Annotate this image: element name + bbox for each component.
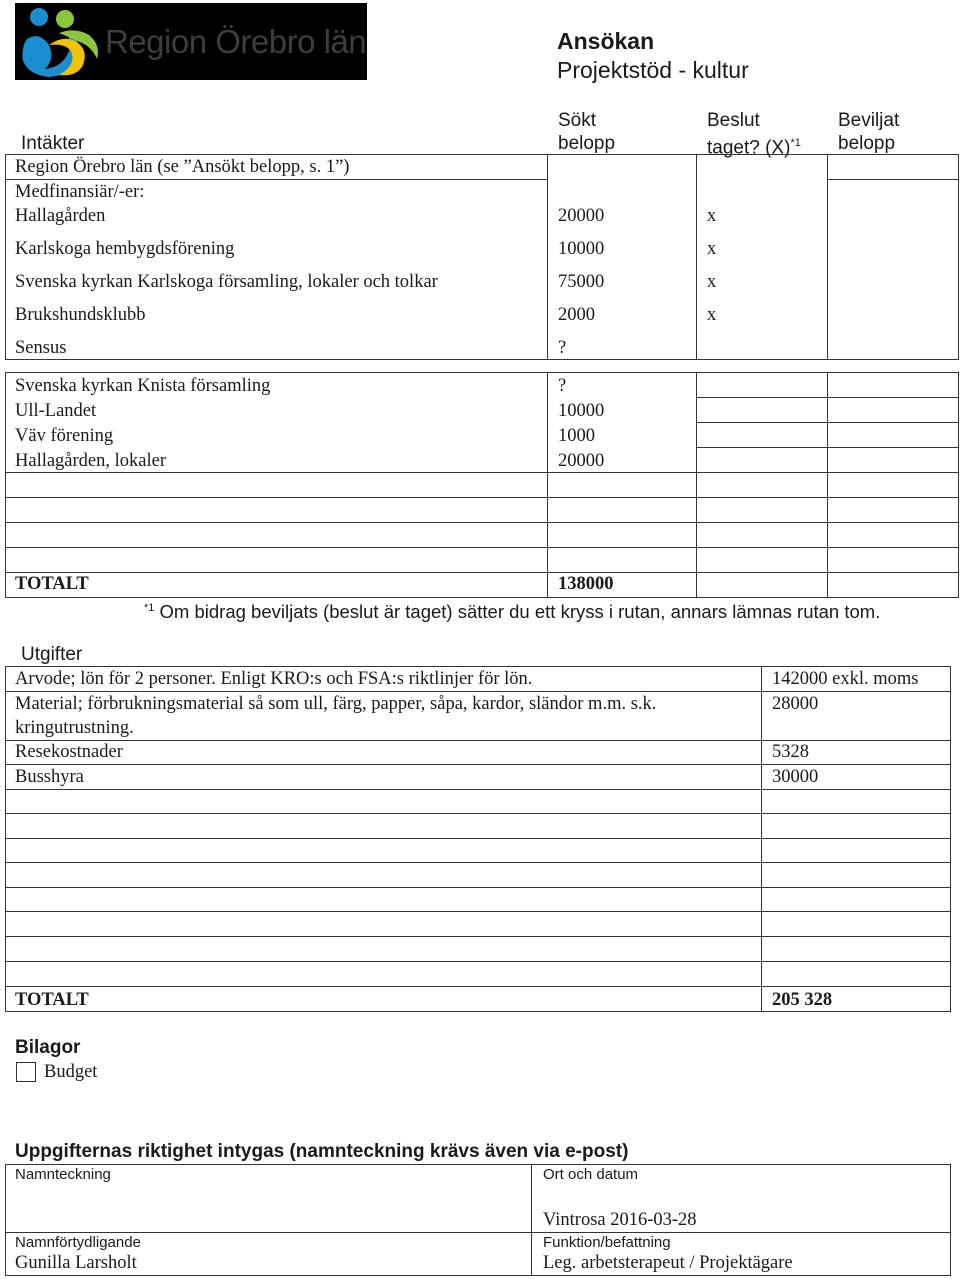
logo [15,3,367,80]
income-row-amount: 10000 [558,401,605,421]
document-title: Ansökan [557,28,655,54]
col-sokt-line1: Sökt [558,110,597,131]
col-beslut-line2: taget? $(X)^{*1}$ [707,137,801,159]
attachments-heading: Bilagor [15,1037,81,1058]
expense-row-amount: 142000 exkl. moms [772,669,919,689]
name-label: Namnförtydligande [15,1234,141,1251]
income-row-name: Svenska kyrkan Karlskoga församling, lokaler och tolkar [15,272,438,292]
place-date-value: Vintrosa 2016-03-28 [543,1210,697,1230]
income-row-decided: x [707,272,717,292]
region-row-label: Region Örebro län (se ”Ansökt belopp, s. 1”) [15,157,350,177]
income-row-name: Väv förening [15,426,114,446]
cofinancer-label: Medfinansiär/-er: [15,182,145,202]
expense-row-name: Resekostnader [15,742,123,762]
income-row-amount: 2000 [558,305,595,325]
budget-checkbox-label: Budget [44,1062,98,1082]
expense-row-amount: 30000 [772,767,819,787]
document-subtitle: Projektstöd - kultur [557,57,749,83]
income-row-name: Sensus [15,338,67,358]
income-row-decided: x [707,239,717,259]
sign-label: Namnteckning [15,1166,111,1183]
col-sokt-line2: belopp [558,133,616,154]
income-row-decided: x [707,305,717,325]
income-section-label: Intäkter [21,133,85,154]
col-beviljat-line1: Beviljat [838,110,900,131]
income-row-name: Svenska kyrkan Knista församling [15,376,271,396]
income-row-decided: x [707,206,717,226]
income-row-name: Hallagården [15,206,106,226]
income-row-amount: 20000 [558,206,605,226]
income-footnote: $^{*1}$ Om bidrag beviljats (beslut är taget) sätter du ett kryss i rutan, annars lämnas rutan tom. [144,601,881,623]
income-row-amount: ? [558,376,567,396]
income-row-amount: 1000 [558,426,595,446]
expenses-section-label: Utgifter [21,644,83,665]
region-logo-icon [19,5,109,79]
role-label: Funktion/befattning [543,1234,671,1251]
signature-heading: Uppgifternas riktighet intygas (namnteckning krävs även via e-post) [15,1141,629,1162]
income-row-name: Ull-Landet [15,401,97,421]
income-row-amount: 20000 [558,451,605,471]
income-row-name: Karlskoga hembygdsförening [15,239,235,259]
income-total-value: 138000 [558,574,614,594]
income-total-label: TOTALT [15,574,89,594]
expense-row-amount: 28000 [772,694,819,714]
income-row-name: Brukshundsklubb [15,305,146,325]
income-row-amount: 10000 [558,239,605,259]
income-group2-box [5,372,959,598]
logo-text: Region Örebro län [105,23,367,60]
expenses-total-label: TOTALT [15,990,89,1010]
place-date-label: Ort och datum [543,1166,639,1183]
signature-box [5,1164,951,1276]
income-row-name: Hallagården, lokaler [15,451,167,471]
income-row-amount: 75000 [558,272,605,292]
expenses-total-value: 205 328 [772,990,833,1010]
expense-row-name: Busshyra [15,767,84,787]
role-value: Leg. arbetsterapeut / Projektägare [543,1253,793,1273]
expense-row-amount: 5328 [772,742,809,762]
income-row-amount: ? [558,338,567,358]
name-value: Gunilla Larsholt [15,1253,137,1273]
expense-row-name: Arvode; lön för 2 personer. Enligt KRO:s och FSA:s riktlinjer för lön. [15,669,533,689]
col-beviljat-line2: belopp [838,133,896,154]
expense-row-name: Material; förbrukningsmaterial så som ull, färg, papper, såpa, kardor, sländor m.m. s.k. [15,694,657,714]
budget-checkbox[interactable] [16,1062,36,1082]
col-beslut-line1: Beslut [707,110,760,131]
expense-row-name-cont: kringutrustning. [15,718,134,738]
